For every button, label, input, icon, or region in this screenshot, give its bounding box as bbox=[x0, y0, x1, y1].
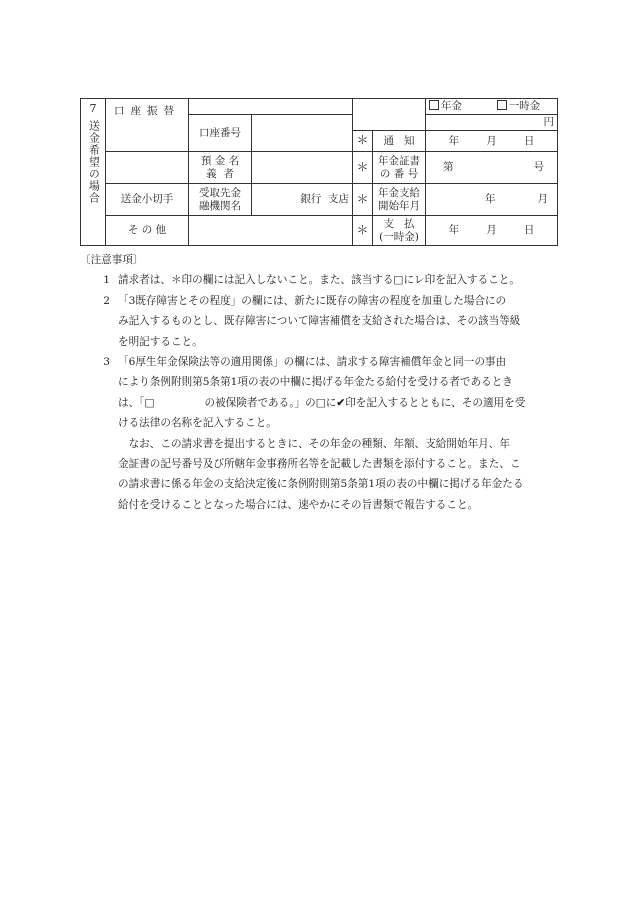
note-3-para-line-4: 給付を受けることとなった場合には、速やかにその旨書類で報告すること。 bbox=[118, 498, 479, 511]
start-month-unit: 月 bbox=[537, 193, 548, 206]
bank-branch-cell[interactable] bbox=[252, 184, 353, 216]
recipient-bank-label-1: 受取先金 bbox=[199, 187, 241, 200]
recipient-bank-label-2: 融機関名 bbox=[199, 199, 241, 212]
note-3 bbox=[80, 352, 560, 515]
note-2-line-2: み記入するものとし、既存障害について障害補償を支給された場合は、その該当等級 bbox=[118, 315, 521, 328]
note-3-line-1: 「6厚生年金保険法等の適用関係」の欄には、請求する障害補償年金と同一の事由 bbox=[118, 356, 507, 369]
lump-sum-option-label: 一時金 bbox=[508, 100, 541, 113]
section-label: 送金希望の場合 bbox=[87, 119, 101, 204]
pension-option-label: 年金 bbox=[441, 100, 462, 113]
notice-year-unit: 年 bbox=[448, 134, 460, 147]
remittance-table bbox=[80, 98, 558, 246]
note-3-line-4: ける法律の名称を記入すること。 bbox=[118, 417, 277, 430]
postal-check-label-cell bbox=[106, 184, 189, 216]
note-1 bbox=[80, 270, 560, 290]
checkbox-pension[interactable] bbox=[429, 100, 439, 110]
note-2-line-3: を明記すること。 bbox=[118, 335, 203, 348]
bank-transfer-top-field[interactable] bbox=[189, 99, 353, 115]
yen-label: 円 bbox=[543, 116, 554, 129]
note-3-number: 3 bbox=[103, 356, 110, 369]
account-number-label: 口座番号 bbox=[199, 126, 241, 139]
start-asterisk: ＊ bbox=[353, 184, 373, 216]
account-holder-field[interactable] bbox=[252, 152, 353, 184]
note-3-line-3b: の被保険者である。」の□に bbox=[204, 396, 337, 409]
notice-date-cell[interactable] bbox=[426, 131, 558, 152]
certificate-go: 号 bbox=[533, 161, 544, 174]
payment-day-unit: 日 bbox=[523, 224, 535, 237]
account-holder-label-1: 預 金 名 bbox=[200, 155, 240, 168]
certificate-dai: 第 bbox=[443, 161, 454, 174]
section-7-cell bbox=[81, 99, 106, 246]
checkbox-lump-sum[interactable] bbox=[497, 100, 507, 110]
start-date-cell[interactable] bbox=[426, 184, 558, 216]
note-3-line-3d: 印を記入するとともに、その適用を受 bbox=[345, 396, 526, 409]
other-label-cell bbox=[106, 216, 189, 246]
note-3-line-3a: は、「□ bbox=[118, 396, 155, 409]
other-field[interactable] bbox=[189, 216, 353, 246]
other-label: そ の 他 bbox=[127, 224, 167, 237]
note-1-number: 1 bbox=[103, 274, 110, 287]
pension-type-options bbox=[426, 99, 558, 115]
payment-date-cell[interactable] bbox=[426, 216, 558, 246]
checkmark-icon: ✔ bbox=[336, 396, 346, 409]
start-label-1: 年金支給 bbox=[378, 187, 420, 200]
note-1-text: 請求者は、＊印の欄には記入しないこと。また、該当する□にレ印を記入すること。 bbox=[118, 274, 520, 287]
note-2-number: 2 bbox=[103, 294, 110, 307]
note-3-line-3 bbox=[118, 393, 560, 413]
payment-month-unit: 月 bbox=[486, 224, 497, 237]
section-number: 7 bbox=[89, 102, 97, 115]
certificate-label-2: の 番 号 bbox=[379, 167, 419, 180]
payment-label-2: (一時金) bbox=[379, 230, 419, 243]
certificate-number-cell[interactable] bbox=[426, 152, 558, 184]
account-holder-label-cell bbox=[189, 152, 252, 184]
note-2-line-1: 「3既存障害とその程度」の欄には、新たに既存の障害の程度を加重した場合にの bbox=[118, 294, 507, 307]
note-3-para-line-3: の請求書に係る年金の支給決定後に条例附則第5条第1項の表の中欄に掲げる年金たる bbox=[118, 478, 524, 491]
postal-check-label: 送金小切手 bbox=[120, 193, 174, 206]
start-label-cell bbox=[373, 184, 426, 216]
account-holder-label-2: 義 者 bbox=[206, 167, 234, 180]
notice-asterisk: ＊ bbox=[353, 131, 373, 152]
payment-year-unit: 年 bbox=[448, 224, 460, 237]
notice-label: 通 知 bbox=[383, 134, 415, 147]
recipient-bank-label-cell bbox=[189, 184, 252, 216]
pension-type-blank bbox=[353, 99, 426, 131]
note-3-para-line-1: なお、この請求書を提出するときに、その年金の種類、年額、支給開始年月、年 bbox=[128, 437, 510, 450]
certificate-asterisk: ＊ bbox=[353, 152, 373, 184]
payment-label-cell bbox=[373, 216, 426, 246]
yen-cell bbox=[426, 115, 558, 131]
note-3-para-line-2: 金証書の記号番号及び所轄年金事務所名等を記載した書類を添付すること。また、こ bbox=[118, 458, 521, 471]
notes-section bbox=[80, 250, 560, 515]
notice-label-cell bbox=[373, 131, 426, 152]
account-number-label-cell bbox=[189, 115, 252, 152]
bank-branch-label: 銀行 支店 bbox=[300, 193, 349, 206]
notice-month-unit: 月 bbox=[486, 134, 497, 147]
bank-transfer-lower-blank bbox=[106, 152, 189, 184]
notice-day-unit: 日 bbox=[523, 134, 535, 147]
account-number-field[interactable] bbox=[252, 115, 353, 152]
note-3-line-2: により条例附則第5条第1項の表の中欄に掲げる年金たる給付を受ける者であるとき bbox=[118, 376, 513, 389]
note-2 bbox=[80, 291, 560, 352]
certificate-label-cell bbox=[373, 152, 426, 184]
bank-transfer-label-cell bbox=[106, 99, 189, 152]
payment-label-1: 支 払 bbox=[383, 218, 415, 231]
certificate-label-1: 年金証書 bbox=[378, 155, 420, 168]
payment-asterisk: ＊ bbox=[353, 216, 373, 246]
bank-transfer-label: 口座振替 bbox=[114, 105, 180, 117]
start-year-unit: 年 bbox=[485, 193, 496, 206]
notes-heading: 〔注意事項〕 bbox=[80, 254, 144, 266]
start-label-2: 開始年月 bbox=[378, 199, 420, 212]
